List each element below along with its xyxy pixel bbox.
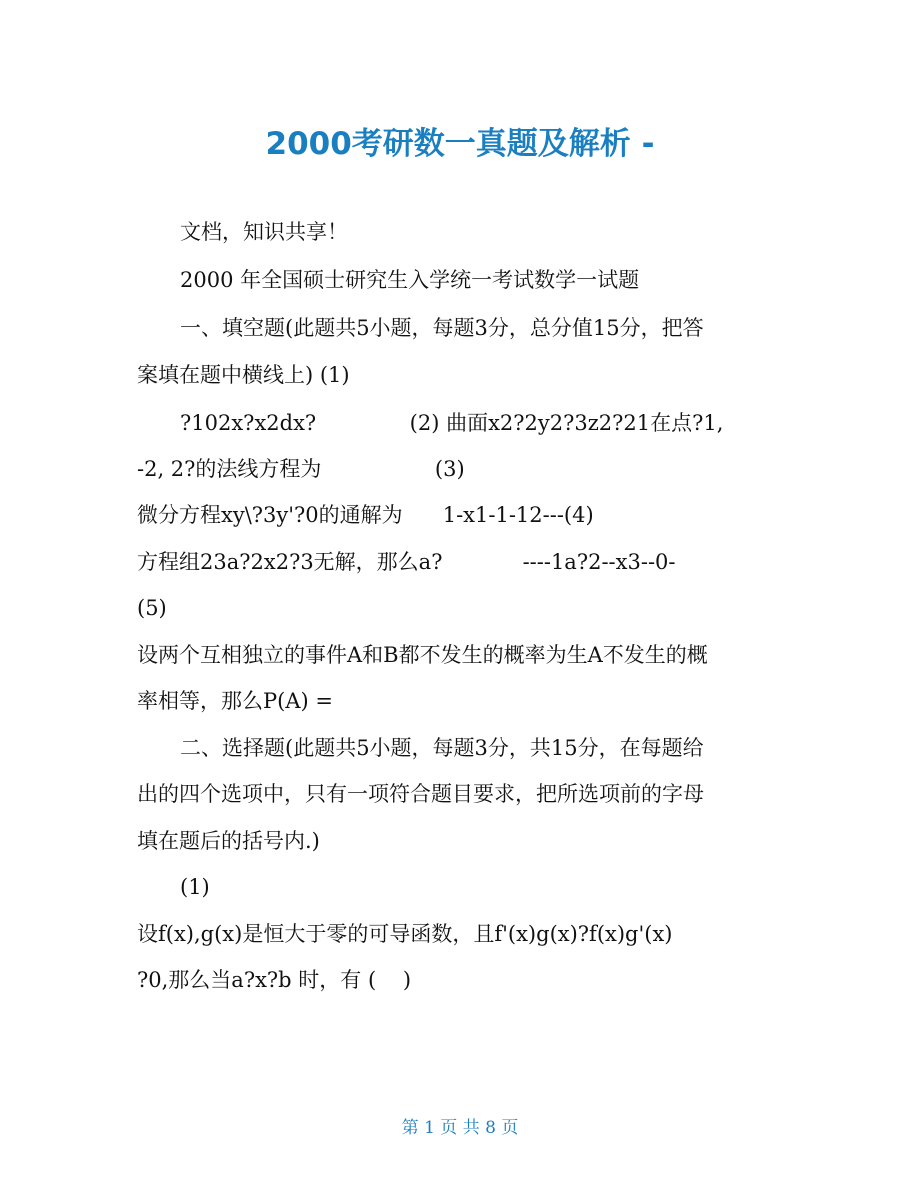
text-line: 填在题后的括号内.) — [137, 829, 320, 853]
text-line: 2000 年全国硕士研究生入学统一考试数学一试题 — [180, 268, 640, 292]
text-line: (5) — [137, 596, 167, 620]
text-line: 二、选择题(此题共5小题，每题3分，共15分，在每题给 — [180, 736, 704, 760]
page-footer: 第 1 页 共 8 页 — [401, 1118, 519, 1138]
document-title: 2000考研数一真题及解析 - — [265, 126, 655, 162]
text-line: 率相等，那么P(A) = — [137, 689, 333, 713]
text-line: 设两个互相独立的事件A和B都不发生的概率为生A不发生的概 — [137, 643, 708, 667]
text-line: 一、填空题(此题共5小题，每题3分，总分值15分，把答 — [180, 316, 704, 340]
text-line: 方程组23a?2x2?3无解，那么a? ----1a?2--x3--0- — [137, 550, 676, 574]
text-line: 微分方程xy\?3y'?0的通解为 1-x1-1-12---(4) — [137, 503, 594, 527]
text-line: ?0,那么当a?x?b 时，有 ( ) — [137, 968, 412, 992]
text-line: 案填在题中横线上) (1) — [137, 363, 350, 387]
text-line: 文档，知识共享！ — [180, 220, 348, 244]
text-line: ?102x?x2dx? (2) 曲面x2?2y2?3z2?21在点?1, — [180, 411, 724, 435]
text-line: -2, 2?的法线方程为 (3) — [137, 457, 465, 481]
text-line: 出的四个选项中，只有一项符合题目要求，把所选项前的字母 — [137, 782, 704, 806]
text-line: (1) — [180, 875, 210, 899]
text-line: 设f(x),g(x)是恒大于零的可导函数，且f'(x)g(x)?f(x)g'(x) — [137, 922, 673, 946]
